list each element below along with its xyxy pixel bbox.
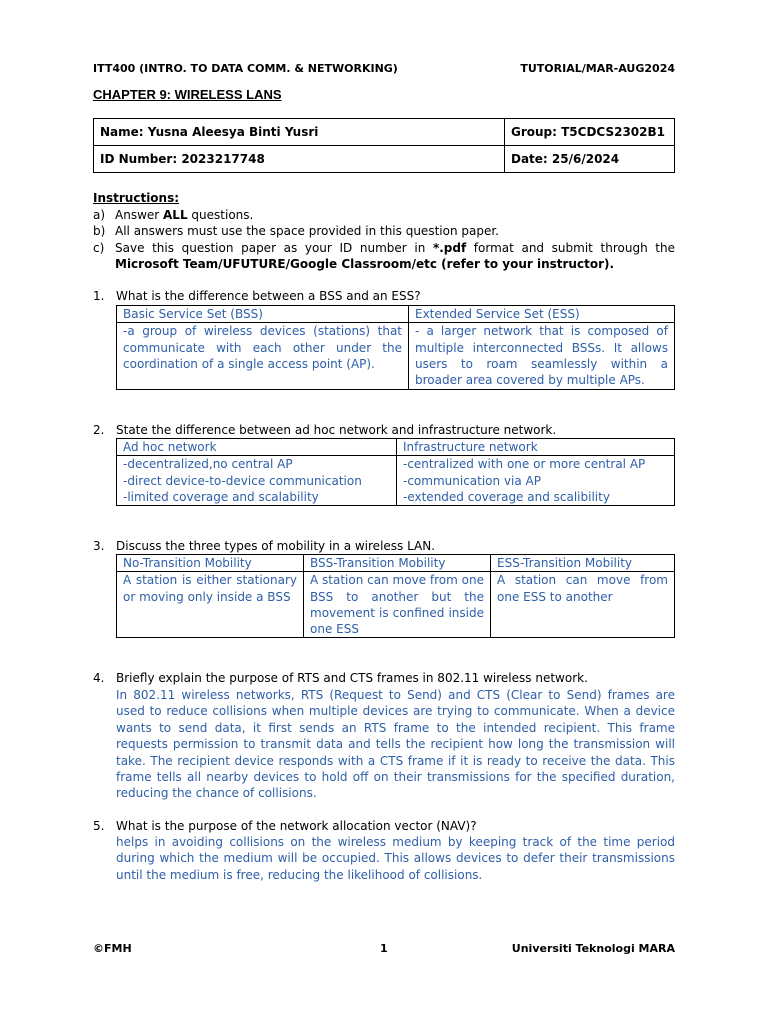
question-text: What is the difference between a BSS and an ESS? bbox=[116, 289, 421, 303]
table-cell bbox=[397, 456, 675, 506]
list-item: -direct device-to-device communication bbox=[123, 473, 362, 488]
instruction-bold: Microsoft Team/UFUTURE/Google Classroom/etc (refer to your instructor). bbox=[115, 257, 615, 271]
student-group: Group: T5CDCS2302B1 bbox=[505, 119, 675, 146]
instruction-bold: ALL bbox=[163, 207, 188, 222]
question-number: 5. bbox=[93, 819, 105, 833]
footer-university: Universiti Teknologi MARA bbox=[511, 942, 675, 955]
question-text: State the difference between ad hoc network and infrastructure network. bbox=[116, 423, 557, 437]
question-2 bbox=[93, 422, 675, 438]
table-cell: -a group of wireless devices (stations) that communicate with each other under the coordination of a single access point (AP). bbox=[117, 323, 409, 390]
instruction-bold: *.pdf bbox=[432, 240, 467, 255]
question-text: Briefly explain the purpose of RTS and CTS frames in 802.11 wireless network. bbox=[116, 671, 588, 685]
table-header: Basic Service Set (BSS) bbox=[117, 306, 409, 323]
question-number: 1. bbox=[93, 289, 105, 303]
question-3 bbox=[93, 538, 675, 554]
table-header: No-Transition Mobility bbox=[117, 555, 304, 572]
instruction-label: a) bbox=[93, 207, 106, 222]
table-header: BSS-Transition Mobility bbox=[304, 555, 491, 572]
student-id: ID Number: 2023217748 bbox=[94, 146, 505, 173]
question-number: 3. bbox=[93, 539, 105, 553]
question-number: 2. bbox=[93, 423, 105, 437]
table-cell bbox=[117, 456, 397, 506]
list-item: -communication via AP bbox=[403, 473, 541, 488]
page-number: 1 bbox=[380, 942, 388, 955]
answer-table-2 bbox=[116, 438, 675, 506]
instructions-title: Instructions: bbox=[93, 191, 180, 205]
instruction-label: b) bbox=[93, 224, 106, 238]
list-item: -limited coverage and scalability bbox=[123, 489, 319, 504]
tutorial-label: TUTORIAL/MAR-AUG2024 bbox=[520, 62, 675, 75]
instruction-item bbox=[93, 207, 675, 224]
instruction-label: c) bbox=[93, 240, 105, 255]
list-item: -decentralized,no central AP bbox=[123, 457, 293, 472]
list-item: -centralized with one or more central AP bbox=[403, 457, 646, 472]
question-number: 4. bbox=[93, 671, 105, 685]
answer-table-3 bbox=[116, 554, 675, 638]
chapter-title: CHAPTER 9: WIRELESS LANS bbox=[93, 87, 282, 102]
instruction-item bbox=[93, 240, 675, 273]
instruction-text: All answers must use the space provided in this question paper. bbox=[115, 224, 499, 238]
instruction-text: Save this question paper as your ID number in bbox=[115, 240, 433, 255]
course-title: ITT400 (INTRO. TO DATA COMM. & NETWORKING) bbox=[93, 62, 398, 75]
question-text: Discuss the three types of mobility in a wireless LAN. bbox=[116, 539, 436, 553]
list-item: -extended coverage and scalibility bbox=[403, 489, 610, 504]
instruction-text: Answer bbox=[115, 207, 164, 222]
instruction-item bbox=[93, 223, 675, 240]
table-cell: A station is either stationary or moving only inside a BSS bbox=[117, 572, 304, 638]
table-header: ESS-Transition Mobility bbox=[491, 555, 675, 572]
submission-date: Date: 25/6/2024 bbox=[505, 146, 675, 173]
student-name: Name: Yusna Aleesya Binti Yusri bbox=[94, 119, 505, 146]
instructions bbox=[93, 190, 675, 273]
footer-copyright: ©FMH bbox=[93, 942, 132, 955]
table-header: Extended Service Set (ESS) bbox=[409, 306, 675, 323]
answer-5: helps in avoiding collisions on the wireless medium by keeping track of the time period during which the medium will be occupied. This allows devices to defer their transmissions until the medium is free, reducing the likelihood of collisions. bbox=[116, 835, 675, 882]
question-text: What is the purpose of the network allocation vector (NAV)? bbox=[116, 819, 477, 833]
answer-4: In 802.11 wireless networks, RTS (Request to Send) and CTS (Clear to Send) frames are used to reduce collisions when multiple devices are trying to communicate. When a device wants to send data, it first sends an RTS frame to the intended recipient. This frame requests permission to transmit data and tells the recipient how long the transmission will take. The recipient device responds with a CTS frame if it is ready to receive the data. This frame tells all nearby devices to hold off on their transmissions for the specified duration, reducing the chance of collisions. bbox=[116, 688, 675, 801]
table-header: Ad hoc network bbox=[117, 439, 397, 456]
question-4 bbox=[93, 670, 675, 686]
instruction-text: format and submit through the bbox=[466, 240, 675, 255]
instruction-text: questions. bbox=[187, 207, 254, 222]
answer-table-1 bbox=[116, 305, 675, 390]
student-info-table bbox=[93, 118, 675, 173]
table-cell: A station can move from one BSS to another but the movement is confined inside one ESS bbox=[304, 572, 491, 638]
table-cell: A station can move from one ESS to another bbox=[491, 572, 675, 638]
table-header: Infrastructure network bbox=[397, 439, 675, 456]
question-5 bbox=[93, 818, 675, 834]
table-cell: - a larger network that is composed of multiple interconnected BSSs. It allows users to roam seamlessly within a broader area covered by multiple APs. bbox=[409, 323, 675, 390]
question-1 bbox=[93, 288, 675, 304]
